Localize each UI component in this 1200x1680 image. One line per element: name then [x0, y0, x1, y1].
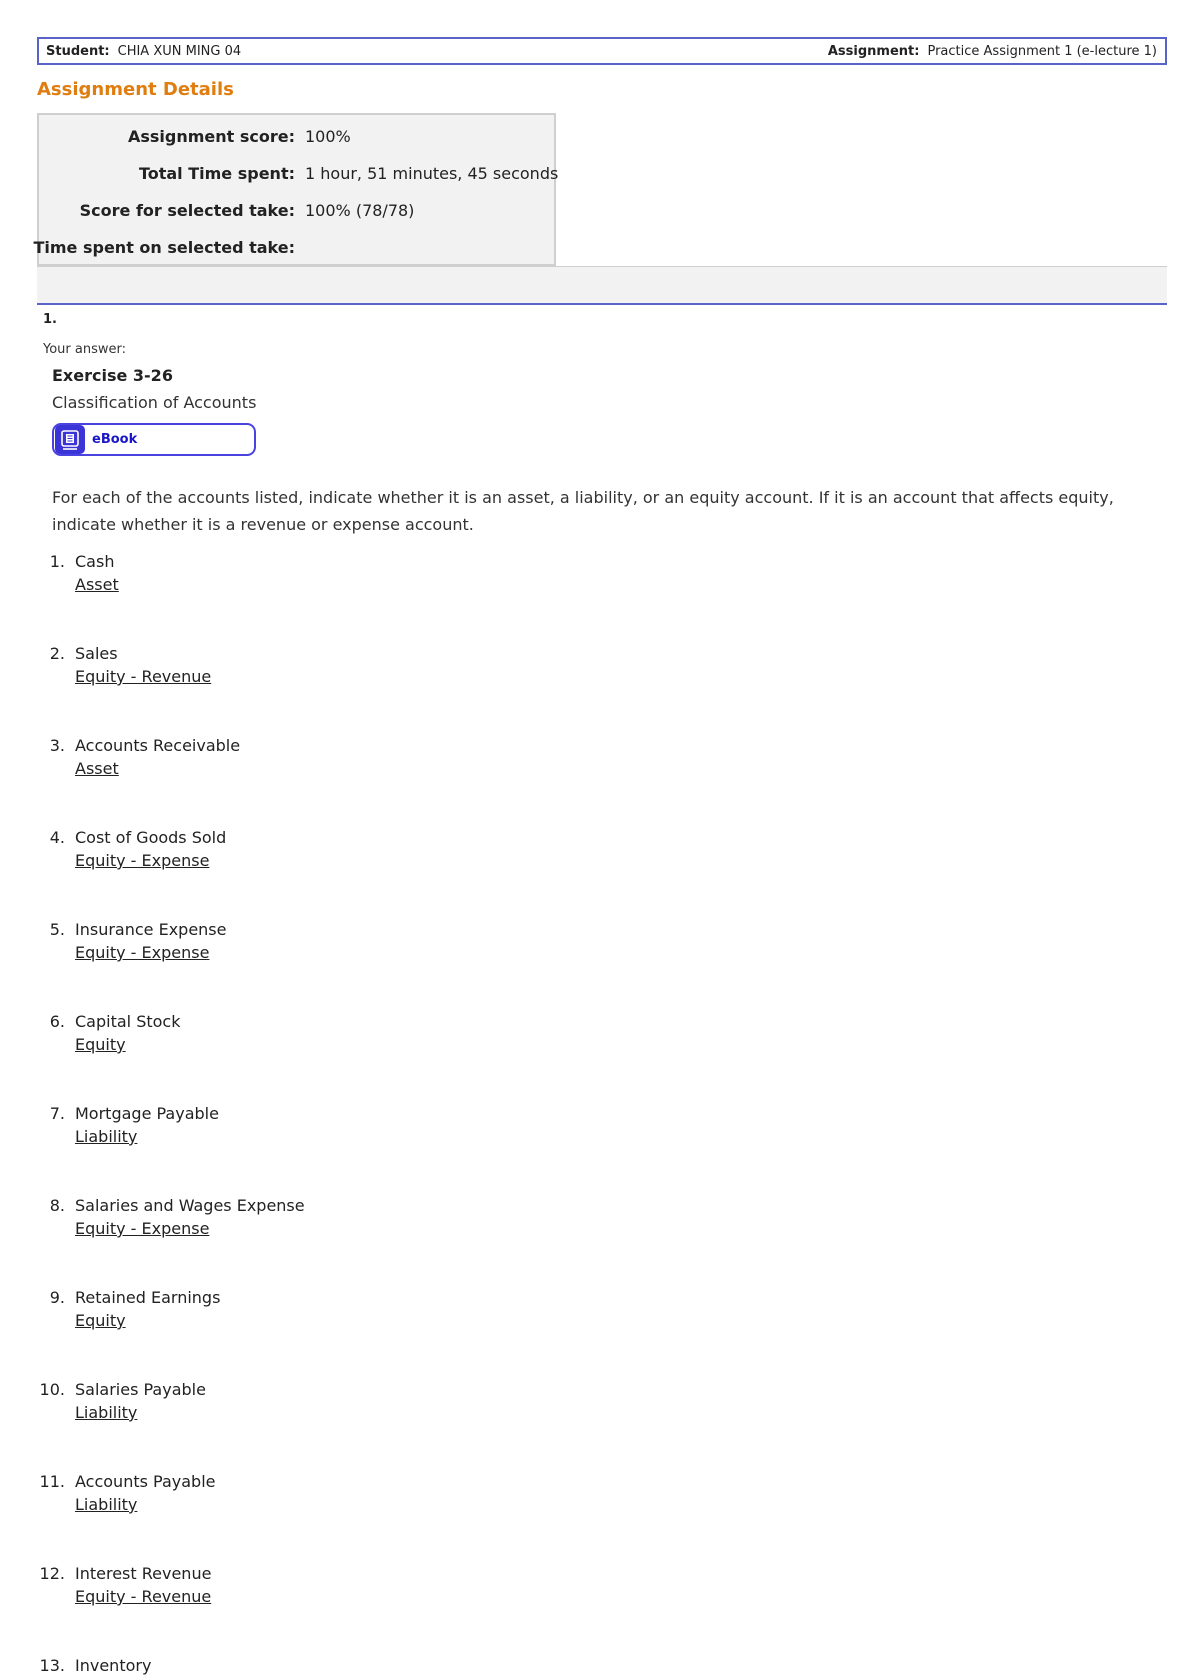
exercise-subtitle: Classification of Accounts	[52, 393, 257, 412]
item-number: 12.	[39, 1564, 65, 1583]
account-name: Mortgage Payable	[75, 1104, 219, 1123]
item-number: 1.	[49, 552, 65, 571]
student-assignment-bar	[37, 37, 1167, 65]
list-item	[0, 734, 600, 794]
account-name: Cash	[75, 552, 115, 571]
account-name: Sales	[75, 644, 118, 663]
account-answer: Equity	[75, 1035, 126, 1054]
item-number: 3.	[49, 736, 65, 755]
account-name: Accounts Payable	[75, 1472, 216, 1491]
selected-take-score-label: Score for selected take:	[79, 201, 295, 220]
item-number: 11.	[39, 1472, 65, 1491]
exercise-instructions: For each of the accounts listed, indicate whether it is an asset, a liability, or an equity account. If it is an account that affects equity, indicate whether it is a revenue or expense account.	[52, 488, 1114, 534]
list-item	[0, 826, 600, 886]
total-time-label: Total Time spent:	[138, 164, 295, 183]
total-time-value: 1 hour, 51 minutes, 45 seconds	[305, 164, 559, 183]
item-number: 2.	[49, 644, 65, 663]
selected-take-time-label: Time spent on selected take:	[33, 238, 295, 257]
account-name: Inventory	[75, 1656, 152, 1675]
account-answer: Equity - Expense	[75, 1219, 210, 1238]
account-name: Insurance Expense	[75, 920, 227, 939]
list-item	[0, 1470, 600, 1530]
item-number: 5.	[49, 920, 65, 939]
account-answer: Equity - Revenue	[75, 667, 212, 686]
question-number: 1.	[43, 312, 57, 327]
assignment-name: Practice Assignment 1 (e-lecture 1)	[927, 43, 1157, 59]
student-info	[46, 44, 241, 59]
assignment-score-label: Assignment score:	[127, 127, 295, 146]
account-name: Retained Earnings	[75, 1288, 221, 1307]
item-number: 4.	[49, 828, 65, 847]
account-answer: Asset	[75, 575, 119, 594]
book-screen-icon	[55, 425, 85, 454]
account-name: Interest Revenue	[75, 1564, 212, 1583]
assignment-details-heading: Assignment Details	[37, 79, 234, 100]
account-answer: Liability	[75, 1403, 138, 1422]
assignment-details-panel	[33, 113, 559, 266]
item-number: 8.	[49, 1196, 65, 1215]
item-number: 7.	[49, 1104, 65, 1123]
selected-take-score-row	[39, 199, 554, 223]
list-item	[0, 1654, 600, 1680]
assignment-score-value: 100%	[305, 127, 351, 146]
list-item	[0, 1102, 600, 1162]
account-answer: Equity - Revenue	[75, 1587, 212, 1606]
item-number: 6.	[49, 1012, 65, 1031]
account-name: Salaries Payable	[75, 1380, 206, 1399]
assignment-score-row	[39, 125, 554, 149]
assignment-label: Assignment:	[827, 43, 920, 59]
item-number: 9.	[49, 1288, 65, 1307]
account-name: Salaries and Wages Expense	[75, 1196, 305, 1215]
item-number: 13.	[39, 1656, 65, 1675]
selected-take-score-value: 100% (78/78)	[305, 201, 415, 220]
list-item	[0, 1194, 600, 1254]
list-item	[0, 1010, 600, 1070]
your-answer-label: Your answer:	[43, 342, 126, 357]
account-answer: Equity	[75, 1311, 126, 1330]
student-label: Student:	[46, 43, 110, 59]
list-item	[0, 918, 600, 978]
list-item	[0, 1378, 600, 1438]
account-name: Capital Stock	[75, 1012, 181, 1031]
student-name: CHIA XUN MING 04	[117, 43, 242, 59]
account-answer: Asset	[75, 759, 119, 778]
total-time-row	[39, 162, 559, 186]
ebook-label: eBook	[92, 432, 138, 447]
account-name: Accounts Receivable	[75, 736, 241, 755]
account-name: Cost of Goods Sold	[75, 828, 227, 847]
list-item	[0, 550, 600, 610]
list-item	[0, 1286, 600, 1346]
ebook-button[interactable]	[52, 423, 256, 456]
question-header-band	[37, 266, 1167, 305]
assignment-info	[828, 44, 1157, 59]
selected-take-time-row	[33, 236, 554, 260]
list-item	[0, 1562, 600, 1622]
account-answer: Liability	[75, 1127, 138, 1146]
list-item	[0, 642, 600, 702]
exercise-title: Exercise 3-26	[52, 366, 173, 385]
account-answer: Liability	[75, 1495, 138, 1514]
account-answer: Equity - Expense	[75, 943, 210, 962]
item-number: 10.	[39, 1380, 65, 1399]
account-answer: Equity - Expense	[75, 851, 210, 870]
